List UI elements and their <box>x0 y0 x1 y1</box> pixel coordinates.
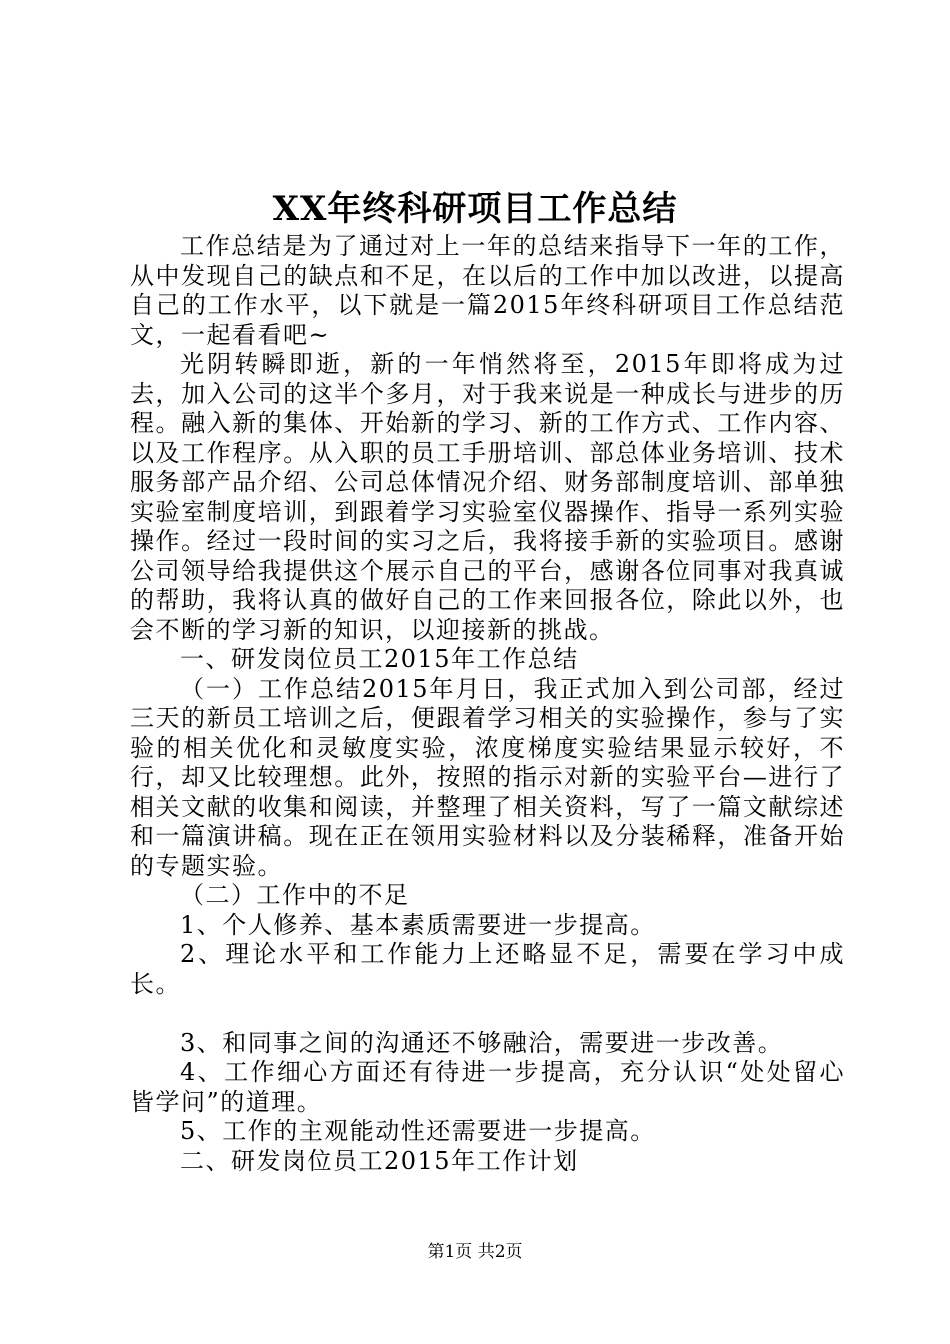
list-item-1: 1、个人修养、基本素质需要进一步提高。 <box>180 910 656 939</box>
paragraph-work-summary: （一）工作总结2015年月日，我正式加入到公司部，经过三天的新员工培训之后，便跟着学习相关的实验操作，参与了实验的相关优化和灵敏度实验，浓度梯度实验结果显示较好，不行，却又比较理想。此外，按照的指示对新的实验平台—进行了相关文献的收集和阅读，并整理了相关资料，写了一篇文献综述和一篇演讲稿。现在正在领用实验材料以及分装稀释，准备开始的专题实验。 <box>130 674 845 880</box>
document-body <box>130 232 845 1176</box>
subheading-shortcomings: （二）工作中的不足 <box>180 881 410 909</box>
list-item-3: 3、和同事之间的沟通还不够融洽，需要进一步改善。 <box>180 1028 784 1057</box>
section-heading-plan: 二、研发岗位员工2015年工作计划 <box>180 1146 579 1175</box>
document-title: XX年终科研项目工作总结 <box>272 189 678 229</box>
list-item-2: 2、理论水平和工作能力上还略显不足，需要在学习中成长。 <box>130 940 845 998</box>
section-heading-summary: 一、研发岗位员工2015年工作总结 <box>180 645 579 673</box>
list-item-4: 4、工作细心方面还有待进一步提高，充分认识“处处留心皆学问”的道理。 <box>130 1058 845 1116</box>
list-item-5: 5、工作的主观能动性还需要进一步提高。 <box>180 1117 656 1145</box>
page-footer: 第1页 共2页 <box>427 1242 523 1262</box>
paragraph-intro: 工作总结是为了通过对上一年的总结来指导下一年的工作，从中发现自己的缺点和不足，在以后的工作中加以改进，以提高自己的工作水平，以下就是一篇2015年终科研项目工作总结范文，一起看看吧~ <box>130 232 845 349</box>
paragraph-overview: 光阴转瞬即逝，新的一年悄然将至，2015年即将成为过去，加入公司的这半个多月，对于我来说是一种成长与进步的历程。融入新的集体、开始新的学习、新的工作方式、工作内容、以及工作程序。从入职的员工手册培训、部总体业务培训、技术服务部产品介绍、公司总体情况介绍、财务部制度培训、部单独实验室制度培训，到跟着学习实验室仪器操作、指导一系列实验操作。经过一段时间的实习之后，我将接手新的实验项目。感谢公司领导给我提供这个展示自己的平台，感谢各位同事对我真诚的帮助，我将认真的做好自己的工作来回报各位，除此以外，也会不断的学习新的知识，以迎接新的挑战。 <box>130 350 845 644</box>
